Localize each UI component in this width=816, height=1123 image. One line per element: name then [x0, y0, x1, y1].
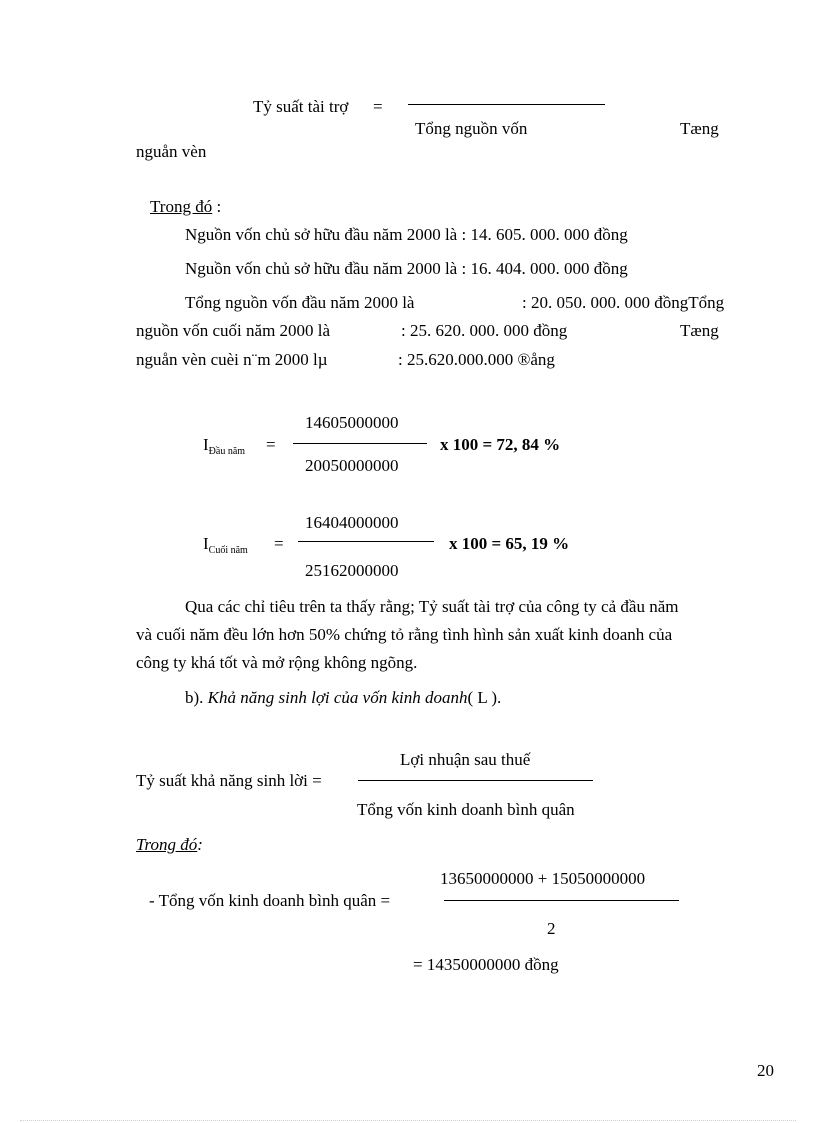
formula1-fraction-bar — [408, 104, 605, 105]
calc1-i: I — [203, 435, 209, 454]
formula2-label: Tỷ suất khả năng sinh lời = — [136, 771, 322, 790]
calc3-denominator: 2 — [547, 919, 556, 938]
calc1-sub: Đầu năm — [208, 446, 246, 457]
paragraph-line-1: Qua các chỉ tiêu trên ta thấy rằng; Tỷ suất tài trợ của công ty cả đầu năm — [185, 597, 679, 616]
total-capital-garbled: Tæng — [680, 321, 719, 340]
trong-do-heading — [150, 198, 221, 215]
footer-divider — [20, 1120, 796, 1121]
calc2-i: I — [203, 534, 209, 553]
equity-begin-line: Nguồn vốn chủ sở hữu đầu năm 2000 là : 14. 605. 000. 000 đồng — [185, 225, 628, 244]
calc2-result: x 100 = 65, 19 % — [449, 534, 570, 553]
formula2-fraction-bar — [358, 780, 593, 781]
section-b-heading — [185, 689, 501, 706]
trong-do-2-colon: : — [197, 835, 203, 854]
trong-do-2-text: Trong đó — [136, 835, 198, 854]
calc1-result: x 100 = 72, 84 % — [440, 435, 561, 454]
formula1-garbled-b: nguån vèn — [136, 142, 207, 161]
formula1-equals: = — [373, 97, 383, 116]
formula2-numerator: Lợi nhuận sau thuế — [400, 750, 531, 769]
section-b-prefix: b). — [185, 688, 208, 707]
formula1-garbled-a: Tæng — [680, 119, 719, 138]
formula1-label: Tỷ suất tài trợ — [253, 97, 349, 116]
garbled-line-value: : 25.620.000.000 ®ång — [398, 350, 555, 369]
trong-do-2-heading — [136, 836, 203, 853]
calc1-numerator: 14605000000 — [305, 413, 399, 432]
calc3-numerator: 13650000000 + 15050000000 — [440, 869, 646, 888]
calc2-fraction-bar — [298, 541, 434, 542]
formula2-denominator: Tổng vốn kinh doanh bình quân — [357, 800, 575, 819]
calc1-denominator: 20050000000 — [305, 456, 399, 475]
calc2-numerator: 16404000000 — [305, 513, 399, 532]
calc3-label: - Tổng vốn kinh doanh bình quân = — [149, 891, 391, 910]
calc3-result: = 14350000000 đồng — [413, 955, 559, 974]
formula1-denominator: Tổng nguồn vốn — [415, 119, 528, 138]
calc2-equals: = — [274, 534, 284, 553]
total-capital-begin-value: : 20. 050. 000. 000 đồngTổng — [522, 293, 725, 312]
calc1-fraction-bar — [293, 443, 427, 444]
equity-end-line: Nguồn vốn chủ sở hữu đầu năm 2000 là : 16. 404. 000. 000 đồng — [185, 259, 628, 278]
page-number: 20 — [757, 1061, 774, 1080]
calc1-equals: = — [266, 435, 276, 454]
trong-do-colon: : — [212, 197, 222, 216]
paragraph-line-2: và cuối năm đều lớn hơn 50% chứng tỏ rằng tình hình sản xuất kinh doanh của — [136, 625, 673, 644]
total-capital-end-value: : 25. 620. 000. 000 đồng — [401, 321, 568, 340]
trong-do-text: Trong đó — [150, 197, 213, 216]
paragraph-line-3: công ty khá tốt và mở rộng không ngõng. — [136, 653, 418, 672]
calc1-lhs — [203, 436, 245, 457]
section-b-title: Khả năng sinh lợi của vốn kinh doanh — [207, 688, 468, 707]
total-capital-end-label: nguồn vốn cuối năm 2000 là — [136, 321, 331, 340]
calc2-sub: Cuối năm — [208, 545, 248, 556]
garbled-line-label: nguån vèn cuèi n¨m 2000 lµ — [136, 350, 328, 369]
calc2-denominator: 25162000000 — [305, 561, 399, 580]
total-capital-begin-label: Tổng nguồn vốn đầu năm 2000 là — [185, 293, 415, 312]
calc2-lhs — [203, 535, 248, 556]
calc3-fraction-bar — [444, 900, 679, 901]
section-b-suffix: ( L ). — [467, 688, 502, 707]
